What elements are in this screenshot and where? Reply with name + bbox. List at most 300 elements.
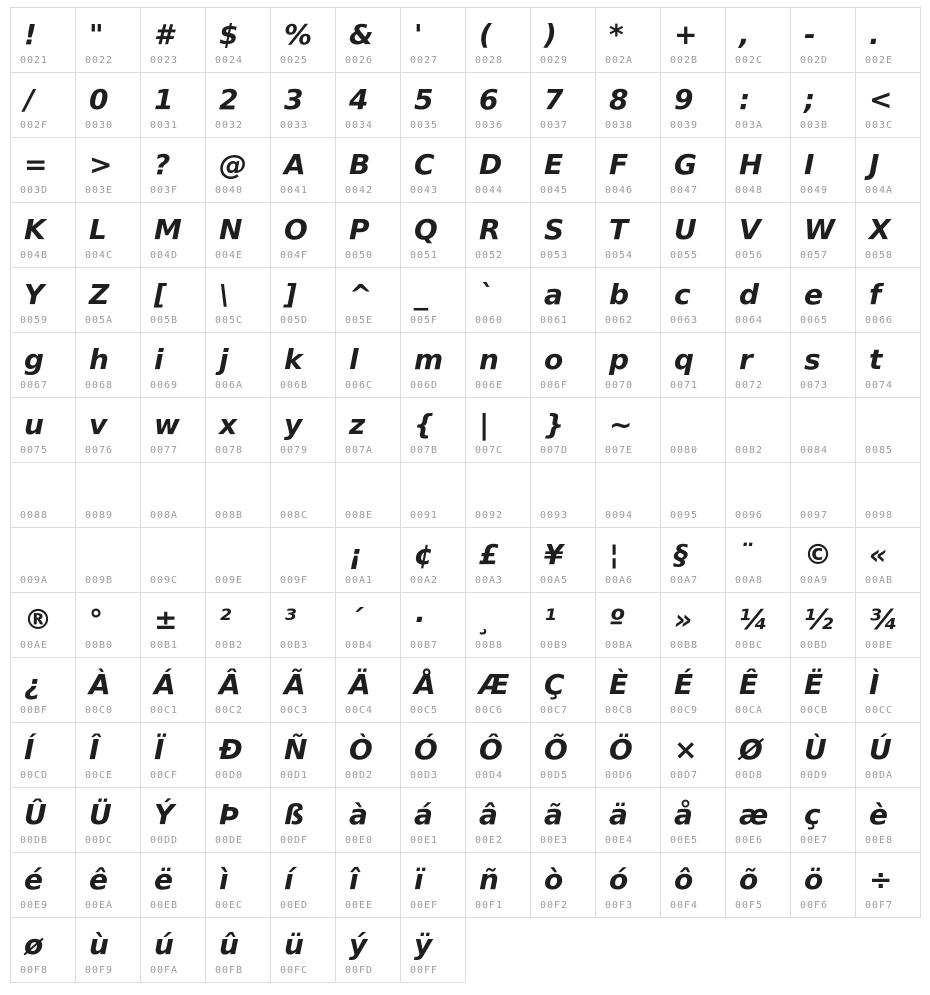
charmap-row <box>11 462 921 528</box>
glyph-code: 006D <box>410 380 439 391</box>
glyph-cell <box>205 592 271 658</box>
glyph-cell <box>270 917 336 983</box>
glyph-code: 0029 <box>540 55 569 66</box>
glyph-sample: k <box>284 342 303 376</box>
glyph-cell <box>465 397 531 463</box>
glyph-code: 0041 <box>280 185 309 196</box>
glyph-sample: n <box>479 342 499 376</box>
charmap-row <box>11 202 921 268</box>
glyph-cell <box>790 462 856 528</box>
glyph-code: 00CC <box>865 705 894 716</box>
glyph-sample: L <box>89 212 107 246</box>
glyph-cell <box>530 332 596 398</box>
glyph-code: 0095 <box>670 510 699 521</box>
glyph-sample: ô <box>674 862 694 896</box>
glyph-sample: ö <box>804 862 824 896</box>
glyph-cell <box>595 7 661 73</box>
glyph-sample: q <box>674 342 695 376</box>
glyph-cell <box>140 332 206 398</box>
glyph-sample: ³ <box>284 602 297 636</box>
glyph-code: 00A9 <box>800 575 829 586</box>
glyph-code: 00A6 <box>605 575 634 586</box>
glyph-cell <box>400 527 466 593</box>
glyph-sample: 4 <box>349 82 369 116</box>
glyph-code: 0085 <box>865 445 894 456</box>
glyph-code: 0057 <box>800 250 829 261</box>
glyph-code: 00E0 <box>345 835 374 846</box>
charmap-row <box>11 787 921 853</box>
glyph-cell <box>530 462 596 528</box>
glyph-cell <box>140 267 206 333</box>
glyph-cell <box>335 852 401 918</box>
glyph-sample: ( <box>479 17 492 51</box>
glyph-code: 00F2 <box>540 900 569 911</box>
glyph-sample: T <box>609 212 629 246</box>
glyph-code: 0040 <box>215 185 244 196</box>
glyph-code: 00BA <box>605 640 634 651</box>
glyph-sample: ¹ <box>544 602 557 636</box>
glyph-code: 006A <box>215 380 244 391</box>
glyph-code: 00CE <box>85 770 114 781</box>
glyph-sample: C <box>414 147 435 181</box>
glyph-sample: ò <box>544 862 564 896</box>
glyph-cell <box>595 657 661 723</box>
glyph-cell <box>335 787 401 853</box>
glyph-code: 00E9 <box>20 900 49 911</box>
glyph-cell <box>465 592 531 658</box>
glyph-cell <box>530 722 596 788</box>
glyph-code: 0071 <box>670 380 699 391</box>
glyph-code: 0078 <box>215 445 244 456</box>
glyph-sample: Ð <box>219 732 243 766</box>
charmap-row <box>11 137 921 203</box>
glyph-code: 0065 <box>800 315 829 326</box>
glyph-cell <box>270 7 336 73</box>
glyph-cell <box>205 7 271 73</box>
glyph-cell <box>400 397 466 463</box>
glyph-sample: _ <box>414 277 428 311</box>
glyph-cell <box>400 657 466 723</box>
glyph-sample: ¸ <box>479 602 493 636</box>
glyph-code: 0056 <box>735 250 764 261</box>
glyph-code: 0068 <box>85 380 114 391</box>
glyph-cell <box>75 137 141 203</box>
glyph-sample: 9 <box>674 82 694 116</box>
glyph-code: 00D9 <box>800 770 829 781</box>
glyph-code: 00DE <box>215 835 244 846</box>
glyph-sample: ¢ <box>414 537 434 571</box>
glyph-sample: ¦ <box>609 537 620 571</box>
glyph-sample: ° <box>89 602 103 636</box>
glyph-sample: ý <box>349 927 368 961</box>
glyph-code: 009B <box>85 575 114 586</box>
glyph-cell <box>465 462 531 528</box>
glyph-sample: ² <box>219 602 232 636</box>
glyph-cell <box>75 7 141 73</box>
glyph-cell <box>75 462 141 528</box>
glyph-cell <box>530 852 596 918</box>
glyph-sample: U <box>674 212 697 246</box>
glyph-cell <box>595 787 661 853</box>
glyph-sample: X <box>869 212 891 246</box>
glyph-cell <box>205 267 271 333</box>
glyph-sample: R <box>479 212 501 246</box>
glyph-sample: £ <box>479 537 499 571</box>
glyph-code: 005D <box>280 315 309 326</box>
glyph-code: 005F <box>410 315 439 326</box>
glyph-sample: z <box>349 407 366 441</box>
glyph-cell <box>530 202 596 268</box>
glyph-cell <box>75 527 141 593</box>
glyph-sample: % <box>284 17 313 51</box>
glyph-cell <box>660 657 726 723</box>
glyph-sample: { <box>414 407 434 441</box>
glyph-sample: w <box>154 407 180 441</box>
glyph-sample: 3 <box>284 82 304 116</box>
glyph-cell <box>270 722 336 788</box>
glyph-sample: j <box>219 342 229 376</box>
glyph-sample: 1 <box>154 82 174 116</box>
glyph-cell <box>270 267 336 333</box>
glyph-code: 00F6 <box>800 900 829 911</box>
glyph-code: 008E <box>345 510 374 521</box>
glyph-cell <box>270 657 336 723</box>
glyph-code: 00FF <box>410 965 439 976</box>
glyph-sample: I <box>804 147 815 181</box>
glyph-sample: A <box>284 147 306 181</box>
glyph-code: 00DB <box>20 835 49 846</box>
glyph-code: 0050 <box>345 250 374 261</box>
glyph-sample: a <box>544 277 563 311</box>
glyph-code: 0053 <box>540 250 569 261</box>
glyph-code: 007E <box>605 445 634 456</box>
glyph-sample: d <box>739 277 760 311</box>
glyph-cell <box>75 267 141 333</box>
glyph-sample: 2 <box>219 82 239 116</box>
glyph-cell <box>140 592 206 658</box>
glyph-cell <box>465 267 531 333</box>
glyph-code: 003A <box>735 120 764 131</box>
glyph-cell <box>855 332 921 398</box>
glyph-code: 0042 <box>345 185 374 196</box>
glyph-cell <box>75 852 141 918</box>
glyph-code: 004E <box>215 250 244 261</box>
glyph-cell <box>75 917 141 983</box>
glyph-cell <box>855 72 921 138</box>
glyph-cell <box>10 917 76 983</box>
glyph-cell <box>205 852 271 918</box>
glyph-sample: ê <box>89 862 108 896</box>
glyph-sample: W <box>804 212 835 246</box>
glyph-code: 00E6 <box>735 835 764 846</box>
glyph-sample: H <box>739 147 763 181</box>
glyph-code: 0060 <box>475 315 504 326</box>
glyph-sample: ñ <box>479 862 499 896</box>
glyph-code: 0082 <box>735 445 764 456</box>
glyph-cell <box>140 137 206 203</box>
glyph-code: 00DC <box>85 835 114 846</box>
glyph-sample: ã <box>544 797 563 831</box>
glyph-code: 0048 <box>735 185 764 196</box>
glyph-sample: i <box>154 342 164 376</box>
glyph-sample: Ç <box>544 667 565 701</box>
glyph-sample: Õ <box>544 732 568 766</box>
glyph-sample: + <box>674 17 698 51</box>
glyph-cell <box>465 527 531 593</box>
glyph-sample: « <box>869 537 888 571</box>
glyph-code: 00CB <box>800 705 829 716</box>
glyph-code: 0036 <box>475 120 504 131</box>
glyph-sample: ~ <box>609 407 633 441</box>
glyph-code: 004A <box>865 185 894 196</box>
glyph-cell <box>595 72 661 138</box>
glyph-cell <box>790 657 856 723</box>
glyph-sample: é <box>24 862 43 896</box>
glyph-sample: | <box>479 407 490 441</box>
charmap-row <box>11 7 921 73</box>
glyph-cell <box>335 527 401 593</box>
glyph-code: 0047 <box>670 185 699 196</box>
glyph-sample: ÷ <box>869 862 893 896</box>
glyph-cell <box>660 72 726 138</box>
glyph-cell <box>855 527 921 593</box>
glyph-cell <box>530 657 596 723</box>
glyph-cell <box>270 137 336 203</box>
glyph-cell <box>140 7 206 73</box>
glyph-code: 00D3 <box>410 770 439 781</box>
glyph-code: 005E <box>345 315 374 326</box>
glyph-code: 00E8 <box>865 835 894 846</box>
glyph-code: 00FB <box>215 965 244 976</box>
glyph-code: 0021 <box>20 55 49 66</box>
glyph-sample: © <box>804 537 832 571</box>
character-map-table <box>11 8 921 983</box>
glyph-cell <box>140 397 206 463</box>
glyph-cell <box>855 397 921 463</box>
glyph-code: 00A3 <box>475 575 504 586</box>
glyph-code: 0077 <box>150 445 179 456</box>
glyph-sample: ' <box>414 17 423 51</box>
glyph-cell <box>660 852 726 918</box>
glyph-sample: ; <box>804 82 816 116</box>
glyph-sample: Ú <box>869 732 892 766</box>
glyph-cell <box>140 202 206 268</box>
glyph-code: 0026 <box>345 55 374 66</box>
glyph-sample: > <box>89 147 113 181</box>
glyph-code: 00CD <box>20 770 49 781</box>
glyph-cell <box>335 397 401 463</box>
glyph-cell <box>725 397 791 463</box>
glyph-cell <box>400 462 466 528</box>
glyph-sample: O <box>284 212 308 246</box>
glyph-code: 0073 <box>800 380 829 391</box>
glyph-sample: t <box>869 342 883 376</box>
glyph-sample: Ï <box>154 732 165 766</box>
glyph-code: 0033 <box>280 120 309 131</box>
glyph-sample: s <box>804 342 821 376</box>
glyph-sample: Þ <box>219 797 240 831</box>
glyph-sample: 5 <box>414 82 434 116</box>
glyph-code: 00EB <box>150 900 179 911</box>
glyph-sample: ^ <box>349 277 373 311</box>
glyph-cell <box>400 267 466 333</box>
glyph-cell <box>75 592 141 658</box>
charmap-row <box>11 72 921 138</box>
glyph-code: 00A1 <box>345 575 374 586</box>
glyph-sample: b <box>609 277 630 311</box>
glyph-code: 0091 <box>410 510 439 521</box>
glyph-sample: Ù <box>804 732 827 766</box>
glyph-sample: - <box>804 17 816 51</box>
glyph-code: 0098 <box>865 510 894 521</box>
glyph-sample: ´ <box>349 602 363 636</box>
glyph-sample: e <box>804 277 823 311</box>
glyph-cell <box>790 332 856 398</box>
glyph-code: 009A <box>20 575 49 586</box>
glyph-cell <box>10 72 76 138</box>
glyph-cell <box>660 592 726 658</box>
glyph-sample: r <box>739 342 753 376</box>
glyph-code: 00C0 <box>85 705 114 716</box>
glyph-cell <box>140 852 206 918</box>
glyph-code: 0079 <box>280 445 309 456</box>
glyph-code: 0023 <box>150 55 179 66</box>
glyph-code: 00D1 <box>280 770 309 781</box>
glyph-cell <box>855 592 921 658</box>
glyph-cell <box>465 137 531 203</box>
glyph-cell <box>595 397 661 463</box>
glyph-sample: = <box>24 147 48 181</box>
glyph-code: 0022 <box>85 55 114 66</box>
glyph-code: 00C4 <box>345 705 374 716</box>
glyph-sample: / <box>24 82 35 116</box>
glyph-sample: @ <box>219 147 247 181</box>
glyph-code: 00C8 <box>605 705 634 716</box>
glyph-sample: B <box>349 147 371 181</box>
glyph-code: 00B8 <box>475 640 504 651</box>
glyph-sample: m <box>414 342 444 376</box>
glyph-cell <box>75 722 141 788</box>
glyph-sample: c <box>674 277 691 311</box>
glyph-code: 0076 <box>85 445 114 456</box>
glyph-cell <box>725 592 791 658</box>
glyph-cell <box>595 852 661 918</box>
glyph-code: 0069 <box>150 380 179 391</box>
charmap-row <box>11 852 921 918</box>
glyph-code: 007B <box>410 445 439 456</box>
glyph-cell <box>530 397 596 463</box>
glyph-code: 00BC <box>735 640 764 651</box>
glyph-code: 0043 <box>410 185 439 196</box>
glyph-sample: » <box>674 602 693 636</box>
glyph-cell <box>270 72 336 138</box>
glyph-code: 007D <box>540 445 569 456</box>
glyph-sample: ¡ <box>349 537 362 571</box>
glyph-code: 0097 <box>800 510 829 521</box>
glyph-sample: È <box>609 667 629 701</box>
glyph-cell <box>140 462 206 528</box>
glyph-sample: # <box>154 17 174 51</box>
glyph-code: 006E <box>475 380 504 391</box>
glyph-sample: ÿ <box>414 927 433 961</box>
glyph-cell <box>530 527 596 593</box>
glyph-cell <box>75 332 141 398</box>
glyph-sample: h <box>89 342 109 376</box>
glyph-code: 00F3 <box>605 900 634 911</box>
glyph-code: 006C <box>345 380 374 391</box>
glyph-code: 0037 <box>540 120 569 131</box>
glyph-cell <box>660 267 726 333</box>
glyph-cell <box>725 657 791 723</box>
glyph-cell <box>10 527 76 593</box>
glyph-code: 00CF <box>150 770 179 781</box>
glyph-code: 002C <box>735 55 764 66</box>
glyph-cell <box>140 917 206 983</box>
glyph-cell <box>10 267 76 333</box>
glyph-cell <box>205 137 271 203</box>
glyph-cell <box>855 267 921 333</box>
glyph-cell <box>335 917 401 983</box>
glyph-code: 00B7 <box>410 640 439 651</box>
glyph-cell <box>660 787 726 853</box>
glyph-cell <box>465 657 531 723</box>
glyph-cell <box>465 722 531 788</box>
glyph-sample: ç <box>804 797 821 831</box>
glyph-sample: í <box>284 862 294 896</box>
glyph-code: 0061 <box>540 315 569 326</box>
glyph-sample: V <box>739 212 761 246</box>
glyph-sample: Æ <box>479 667 510 701</box>
glyph-cell <box>790 267 856 333</box>
glyph-code: 00D2 <box>345 770 374 781</box>
glyph-sample: Å <box>414 667 436 701</box>
glyph-cell <box>270 332 336 398</box>
charmap-row <box>11 527 921 593</box>
glyph-sample: ï <box>414 862 424 896</box>
glyph-sample: " <box>89 17 104 51</box>
glyph-cell <box>595 462 661 528</box>
glyph-sample: à <box>349 797 368 831</box>
glyph-sample: y <box>284 407 303 441</box>
glyph-cell <box>595 592 661 658</box>
glyph-code: 005B <box>150 315 179 326</box>
glyph-cell <box>790 202 856 268</box>
glyph-code: 0080 <box>670 445 699 456</box>
glyph-code: 00E4 <box>605 835 634 846</box>
glyph-sample: Ó <box>414 732 438 766</box>
glyph-sample: õ <box>739 862 759 896</box>
glyph-cell <box>335 72 401 138</box>
glyph-sample: [ <box>154 277 167 311</box>
glyph-cell <box>10 462 76 528</box>
glyph-cell <box>10 852 76 918</box>
glyph-sample: $ <box>219 17 239 51</box>
glyph-sample: , <box>739 17 750 51</box>
glyph-cell <box>205 722 271 788</box>
glyph-sample: N <box>219 212 243 246</box>
glyph-code: 0031 <box>150 120 179 131</box>
glyph-cell <box>790 72 856 138</box>
glyph-code: 00C9 <box>670 705 699 716</box>
glyph-code: 0067 <box>20 380 49 391</box>
glyph-code: 003B <box>800 120 829 131</box>
glyph-cell <box>205 462 271 528</box>
glyph-sample: 7 <box>544 82 564 116</box>
glyph-cell <box>725 267 791 333</box>
glyph-code: 009E <box>215 575 244 586</box>
glyph-code: 008A <box>150 510 179 521</box>
glyph-cell <box>400 852 466 918</box>
